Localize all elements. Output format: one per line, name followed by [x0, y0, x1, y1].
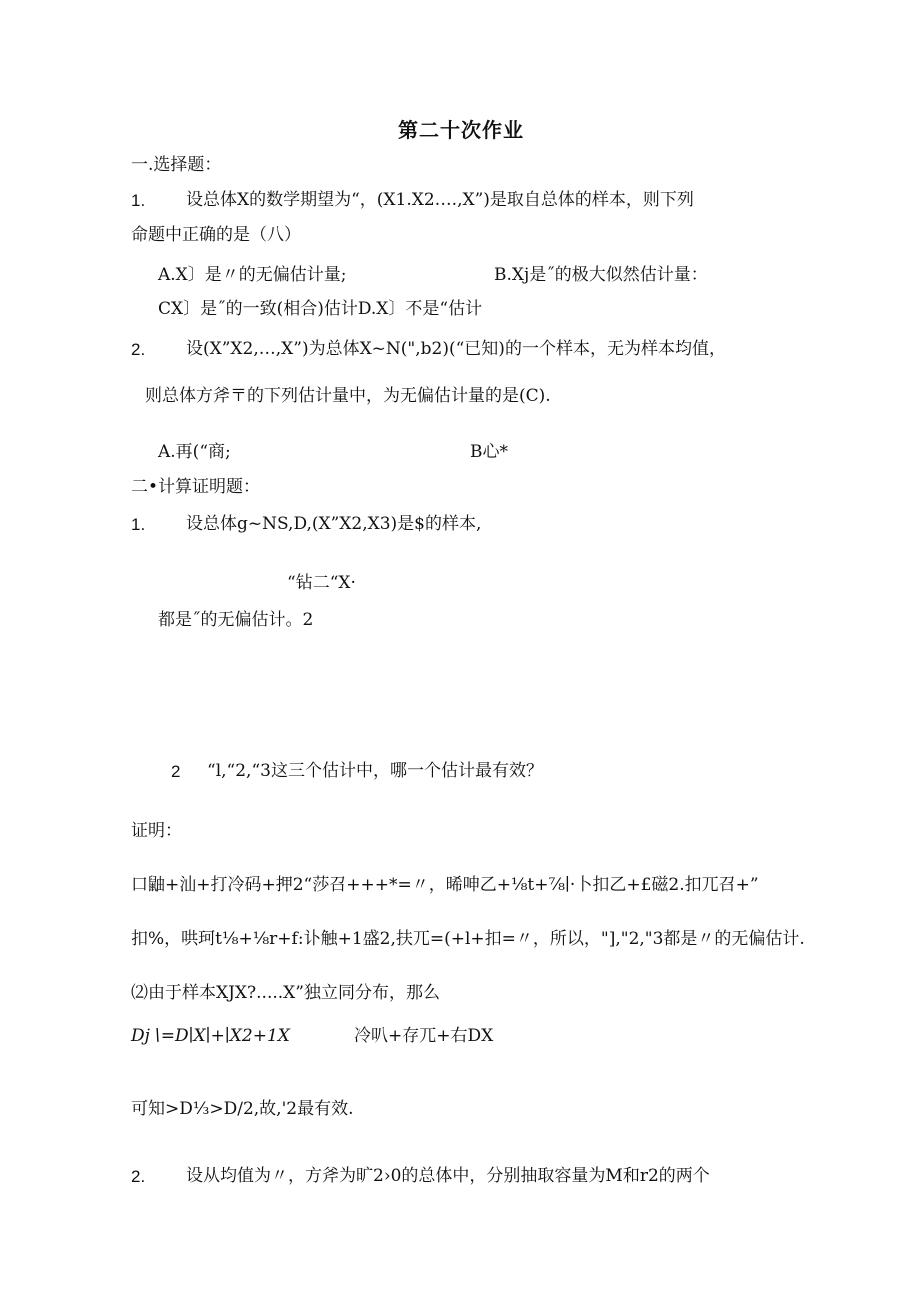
question-2-text-line1: 设(X”X2,…,X”)为总体X~N(",b2)(“已知)的一个样本，无为样本均值，: [186, 339, 726, 359]
section-heading-proof: 二•计算证明题：: [131, 477, 261, 497]
question-2-text-line2: 则总体方斧〒的下列估计量中，为无偏估计量的是(C).: [145, 386, 551, 406]
estimator-formula: “钻二“X·: [287, 573, 356, 593]
option-b: B.Xj是˝的极大似然估计量：: [494, 265, 708, 285]
problem-1-text-line2: 都是˝的无偏估计。2: [158, 610, 314, 630]
option-a: A.再(“商;: [158, 442, 231, 462]
question-1-text-line1: 设总体X的数学期望为“，(X1.X2….,X”)是取自总体的样本，则下列: [186, 190, 694, 210]
problem-1-text-line1: 设总体g~NS,D,(X”X2,X3)是$的样本,: [186, 514, 482, 534]
variance-formula-right: 冷叭+存兀+右DX: [354, 1026, 494, 1046]
page-title: 第二十次作业: [398, 118, 524, 142]
option-c-d: CX〕是˝的一致(相合)估计D.X〕不是“估计: [158, 299, 483, 319]
proof-line-3: ⑵由于样本XJX?.....X”独立同分布，那么: [131, 983, 440, 1003]
question-number: 2.: [131, 340, 146, 359]
question-number: 1.: [131, 515, 146, 534]
option-b: B心*: [470, 442, 508, 462]
proof-label: 证明：: [131, 821, 182, 841]
question-number: 1.: [131, 191, 146, 210]
proof-line-2: 扣%，哄珂t⅛+⅛r+f:讣触+1盛2,扶兀=(+l+扣=〃，所以，"],"2,"3都是〃的无偏估计.: [131, 929, 805, 949]
subquestion-text: “l,“2,“3这三个估计中，哪一个估计最有效？: [207, 761, 543, 781]
proof-conclusion: 可知>D⅓>D∕2,故,'2最有效.: [131, 1099, 354, 1119]
section-heading-choice: 一.选择题：: [131, 155, 222, 175]
question-number: 2.: [131, 1167, 146, 1186]
problem-2-text-line1: 设从均值为〃，方斧为旷2›0的总体中，分别抽取容量为M和r2的两个: [186, 1166, 710, 1186]
variance-formula-left: Dj∖=D∣X∣+∣X2+1X: [131, 1026, 290, 1046]
option-a: A.X〕是〃的无偏估计量;: [158, 265, 347, 285]
subquestion-number: 2: [171, 762, 181, 781]
question-1-text-line2: 命题中正确的是（八）: [131, 225, 301, 245]
proof-line-1: 口鼬+汕+打冷码+押2“莎召+++*=〃，晞呻乙+⅛t+⅞∣·卜扣乙+£磁2.扣兀召+”: [131, 875, 759, 895]
